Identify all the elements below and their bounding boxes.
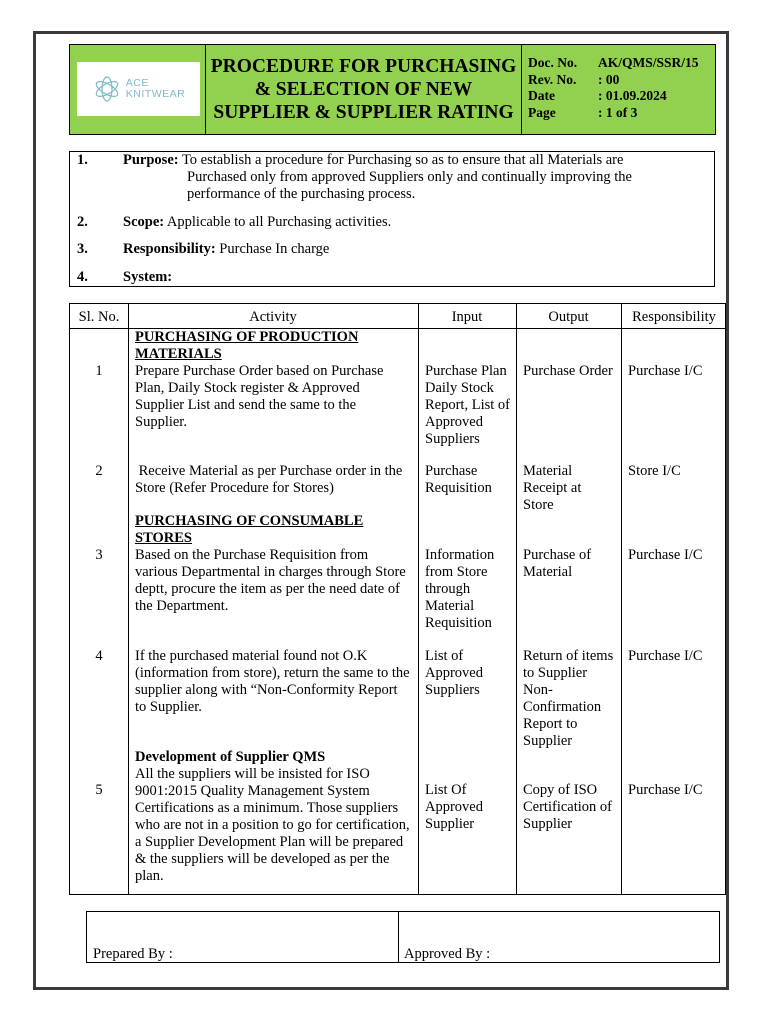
- company-logo: [77, 62, 200, 116]
- header-output: Output: [548, 309, 589, 325]
- row1-input: Purchase Plan Daily Stock Report, List of Approved Suppliers: [425, 363, 510, 447]
- row1-activity: Prepare Purchase Order based on Purchase Plan, Daily Stock register & Approved Supplier List and send the same to the Supplier.: [135, 363, 384, 430]
- row5-activity: All the suppliers will be insisted for ISO 9001:2015 Quality Management System Certifications as a minimum. Those suppliers who are not in a position to go for certification, a Supplier Development Plan will be prepared & the suppliers will be developed as per the plan.: [135, 766, 410, 884]
- document-header: [69, 44, 716, 135]
- row1-output: Purchase Order: [523, 363, 613, 379]
- row2-activity: Receive Material as per Purchase order in the Store (Refer Procedure for Stores): [135, 463, 406, 496]
- row4-activity: If the purchased material found not O.K (information from store), return the same to the supplier along with “Non-Conformity Report to Supplier.: [135, 648, 410, 715]
- signature-block: [86, 911, 720, 963]
- row4-responsibility: Purchase I/C: [628, 648, 703, 664]
- row2-output: Material Receipt at Store: [523, 463, 582, 513]
- logo-cell: [70, 45, 206, 134]
- row2-input: Purchase Requisition: [425, 463, 492, 496]
- document-meta: [522, 45, 715, 134]
- heading-production-materials: PURCHASING OF PRODUCTION MATERIALS: [135, 329, 359, 362]
- row4-input: List of Approved Suppliers: [425, 648, 483, 698]
- row5-input: List Of Approved Supplier: [425, 782, 483, 832]
- row5-sl: 5: [95, 782, 103, 798]
- heading-supplier-development: Development of Supplier QMS: [135, 749, 326, 765]
- header-activity: Activity: [249, 309, 297, 325]
- header-responsibility: Responsibility: [632, 309, 716, 325]
- prepared-by-label: Prepared By :: [93, 946, 173, 962]
- row2-sl: 2: [95, 463, 103, 479]
- logo-icon: [92, 74, 122, 104]
- meta-date: Date : 01.09.2024: [528, 88, 667, 103]
- row2-responsibility: Store I/C: [628, 463, 681, 479]
- document-title: PROCEDURE FOR PURCHASING & SELECTION OF NEW SUPPLIER & SUPPLIER RATING: [206, 45, 522, 134]
- row5-output: Copy of ISO Certification of Supplier: [523, 782, 612, 832]
- row3-activity: Based on the Purchase Requisition from various Departmental in charges through Store deptt, procure the item as per the need date of the Department.: [135, 547, 406, 614]
- row4-sl: 4: [95, 648, 103, 664]
- row3-responsibility: Purchase I/C: [628, 547, 703, 563]
- row3-input: Information from Store through Material Requisition: [425, 547, 495, 631]
- activity-table: [69, 303, 726, 895]
- procedure-overview: 1. Purpose: To establish a procedure for Purchasing so as to ensure that all Materials are Purchased only from approved Suppliers only and continually improving the performance of the purchasing process. 2. Scope: Applicable to all Purchasing activities. 3. Responsibility: Purchase In charge 4. System:: [69, 151, 715, 287]
- meta-page: Page : 1 of 3: [528, 104, 638, 120]
- row4-output: Return of items to Supplier Non-Confirmation Report to Supplier: [523, 648, 614, 749]
- approved-by-label: Approved By :: [404, 946, 491, 962]
- row1-sl: 1: [95, 363, 103, 379]
- row5-responsibility: Purchase I/C: [628, 782, 703, 798]
- row1-responsibility: Purchase I/C: [628, 363, 703, 379]
- row3-sl: 3: [95, 547, 103, 563]
- logo-wordmark: ACE KNITWEAR: [125, 77, 186, 100]
- header-input: Input: [451, 309, 483, 325]
- meta-rev-no: Rev. No. : 00: [528, 71, 620, 87]
- heading-consumable-stores: PURCHASING OF CONSUMABLE STORES: [135, 513, 364, 546]
- header-sl-no: Sl. No.: [78, 309, 120, 325]
- meta-doc-no: Doc. No. AK/QMS/SSR/15: [528, 55, 699, 70]
- row3-output: Purchase of Material: [523, 547, 592, 580]
